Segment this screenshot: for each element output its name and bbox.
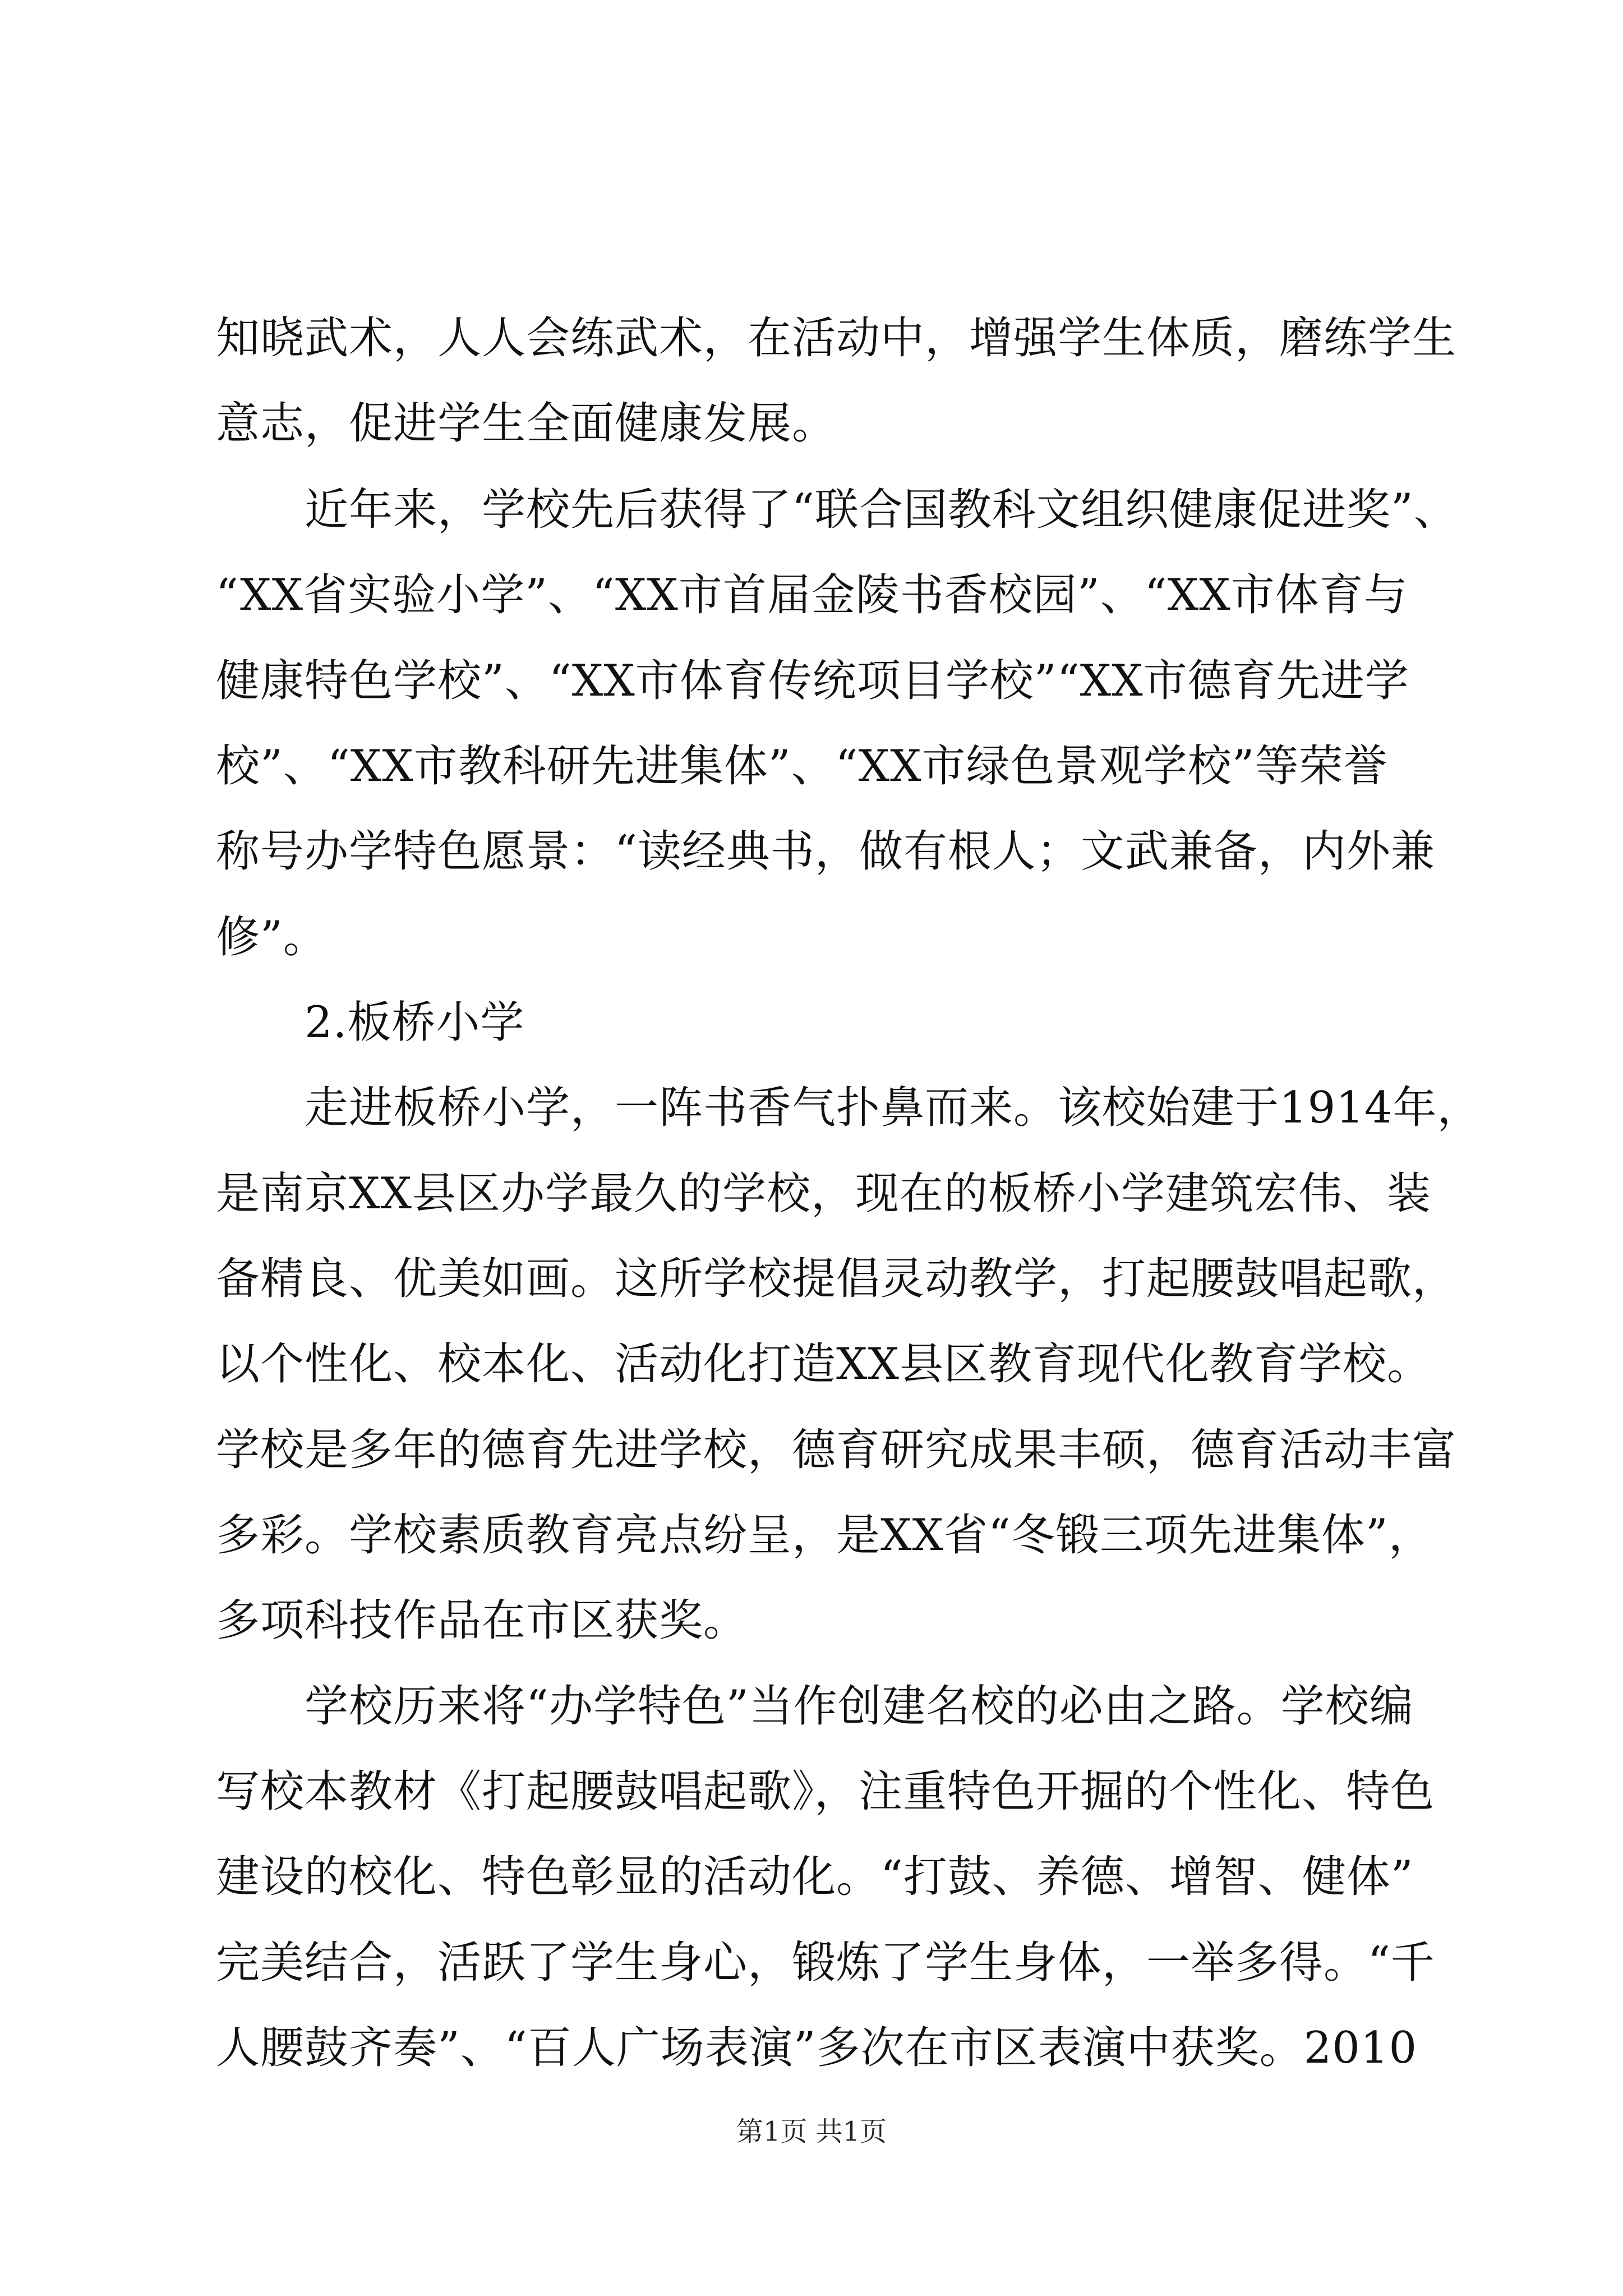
paragraph-line: 人腰鼓齐奏”、“百人广场表演”多次在市区表演中获奖。2010 [216, 2023, 1418, 2073]
paragraph-line: 以个性化、校本化、活动化打造XX县区教育现代化教育学校。 [216, 1339, 1432, 1389]
paragraph-line: 近年来，学校先后获得了“联合国教科文组织健康促进奖”、 [305, 485, 1458, 535]
paragraph-line: 学校历来将“办学特色”当作创建名校的必由之路。学校编 [305, 1681, 1414, 1732]
paragraph-line: 建设的校化、特色彰显的活动化。“打鼓、养德、增智、健体” [216, 1852, 1414, 1902]
paragraph-line: 校”、“XX市教科研先进集体”、“XX市绿色景观学校”等荣誉 [216, 741, 1388, 792]
paragraph-line: 多彩。学校素质教育亮点纷呈，是XX省“冬锻三项先进集体”， [216, 1510, 1433, 1561]
paragraph-line: 完美结合，活跃了学生身心，锻炼了学生身体，一举多得。“千 [216, 1938, 1435, 1988]
page-footer [0, 2109, 1623, 2154]
page-number-label: 第1页 共1页 [736, 2116, 887, 2147]
paragraph-line: 知晓武术，人人会练武术，在活动中，增强学生体质，磨练学生 [216, 313, 1457, 364]
paragraph-line: 写校本教材《打起腰鼓唱起歌》，注重特色开掘的个性化、特色 [216, 1766, 1435, 1817]
section-heading: 2.板桥小学 [305, 997, 525, 1048]
paragraph-line: 称号办学特色愿景：“读经典书，做有根人；文武兼备，内外兼 [216, 826, 1435, 877]
paragraph-line: 是南京XX县区办学最久的学校，现在的板桥小学建筑宏伟、装 [216, 1168, 1432, 1219]
paragraph-line: 意志，促进学生全面健康发展。 [216, 398, 837, 449]
paragraph-line: 走进板桥小学，一阵书香气扑鼻而来。该校始建于1914年， [305, 1083, 1482, 1133]
paragraph-line: 多项科技作品在市区获奖。 [216, 1595, 748, 1646]
paragraph-line: 学校是多年的德育先进学校，德育研究成果丰硕，德育活动丰富 [216, 1425, 1457, 1475]
paragraph-line: 健康特色学校”、“XX市体育传统项目学校”“XX市德育先进学 [216, 656, 1409, 706]
paragraph-line: “XX省实验小学”、“XX市首届金陵书香校园”、“XX市体育与 [216, 570, 1408, 620]
paragraph-line: 修”。 [216, 912, 328, 963]
paragraph-line: 备精良、优美如画。这所学校提倡灵动教学，打起腰鼓唱起歌， [216, 1254, 1457, 1304]
